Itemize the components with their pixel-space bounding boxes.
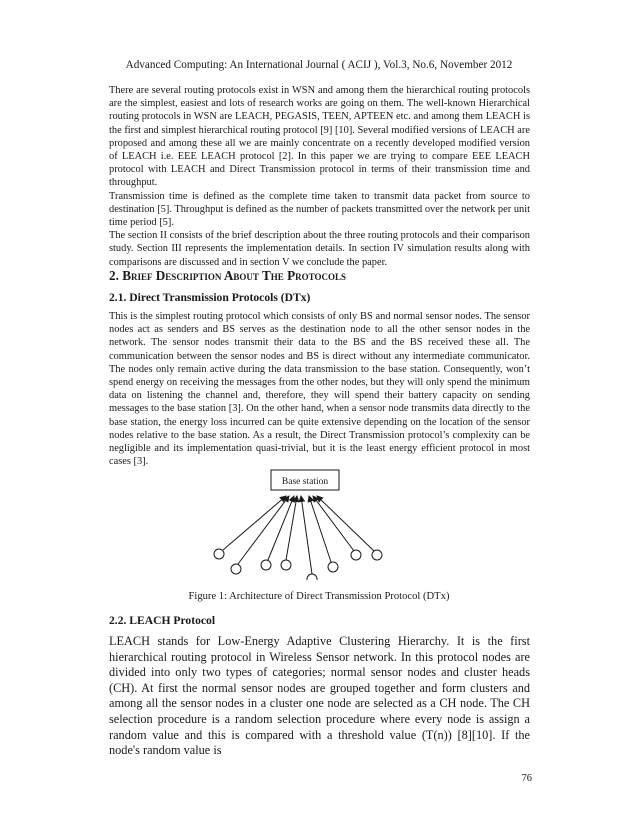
sensor-node <box>231 564 241 574</box>
section-2-2-text <box>109 634 530 759</box>
running-header: Advanced Computing: An International Journal ( ACIJ ), Vol.3, No.6, November 2012 <box>125 59 513 71</box>
transmission-arrow <box>313 496 354 551</box>
intro-paragraph-2: Transmission time is defined as the complete time taken to transmit data packet from source to destination [5]. Throughput is defined as the number of packets transmitted over the network per unit time period [5]. <box>109 190 530 229</box>
dtx-architecture-diagram <box>200 462 430 580</box>
base-station-label: Base station <box>281 477 329 487</box>
sensor-node <box>214 549 224 559</box>
section-2-2-heading: 2.2. LEACH Protocol <box>109 614 216 627</box>
sensor-node <box>351 550 361 560</box>
intro-paragraph-3: The section II consists of the brief description about the three routing protocols and their comparison study. Section III represents the implementation details. In section IV simulation results along with comparisons are discussed and in section V we conclude the paper. <box>109 230 530 268</box>
section-2-number: 2. <box>109 268 119 283</box>
transmission-arrow <box>317 496 374 551</box>
section-2-2-paragraph: LEACH stands for Low-Energy Adaptive Clustering Hierarchy. It is the first hierarchical routing protocol in Wireless Sensor network. In this protocol nodes are divided into only two types of categories; normal sensor nodes and cluster heads (CH). At first the normal sensor nodes are grouped together and form clusters and among all the sensor nodes in a cluster one node are selected as a CH node. The CH selection procedure is a random selection procedure where every node is assign a random value and this is compared with a threshold value (T(n)) [8][10]. If the node's random value is <box>109 634 530 758</box>
section-2-1-heading: 2.1. Direct Transmission Protocols (DTx) <box>109 291 311 304</box>
transmission-arrow <box>268 496 294 560</box>
page-number: 76 <box>521 773 532 784</box>
intro-paragraph-1: There are several routing protocols exist in WSN and among them the hierarchical routing protocols are the simplest, easiest and lots of research works are going on them. The well-known Hierarchical routing protocols in WSN are LEACH, PEGASIS, TEEN, APTEEN etc. and among them LEACH is the first and simplest hierarchical routing protocol [9] [10]. Several modified versions of LEACH are proposed and among these all we are mainly concentrate on a recently developed modified version of LEACH i.e. EEE LEACH protocol [2]. In this paper we are trying to compare EEE LEACH protocol with LEACH and Direct Transmission protocol in terms of their transmission time and throughput. <box>109 85 530 189</box>
section-2-1-text <box>109 310 530 468</box>
section-2-title: Brief Description About The Protocols <box>122 268 346 283</box>
transmission-arrow <box>301 496 312 574</box>
transmission-arrow <box>286 496 297 560</box>
figure-1-caption: Figure 1: Architecture of Direct Transmission Protocol (DTx) <box>188 591 450 602</box>
section-2-1-paragraph: This is the simplest routing protocol which consists of only BS and normal sensor nodes. The sensor nodes act as senders and BS serves as the destination node to all the other sensor nodes in the network. The sensor nodes transmit their data to the BS and the BS received these all. The communication between the sensor nodes and BS is direct without any intermediate communicator. The nodes only remain active during the data transmission to the base station. Consequently, won’t spend energy on receiving the messages from the other nodes, but they will only spend the minimum data on listening the channel and, therefore, they will spend their battery capacity on sending messages to the base station [3]. On the other hand, when a sensor node transmits data directly to the base station, the energy loss incurred can be quite extensive depending on the location of the sensor nodes relative to the base station. As a result, the Direct Transmission protocol’s complexity can be negligible and its implementation quasi-trivial, but it is the least energy efficient protocol in most cases [3]. <box>109 311 530 468</box>
sensor-node <box>261 560 271 570</box>
figure-1-diagram <box>200 462 430 580</box>
intro-text <box>109 84 530 269</box>
sensor-node <box>281 560 291 570</box>
sensor-node <box>372 550 382 560</box>
sensor-node <box>328 562 338 572</box>
section-2-heading <box>109 268 530 284</box>
sensor-node <box>307 574 317 580</box>
